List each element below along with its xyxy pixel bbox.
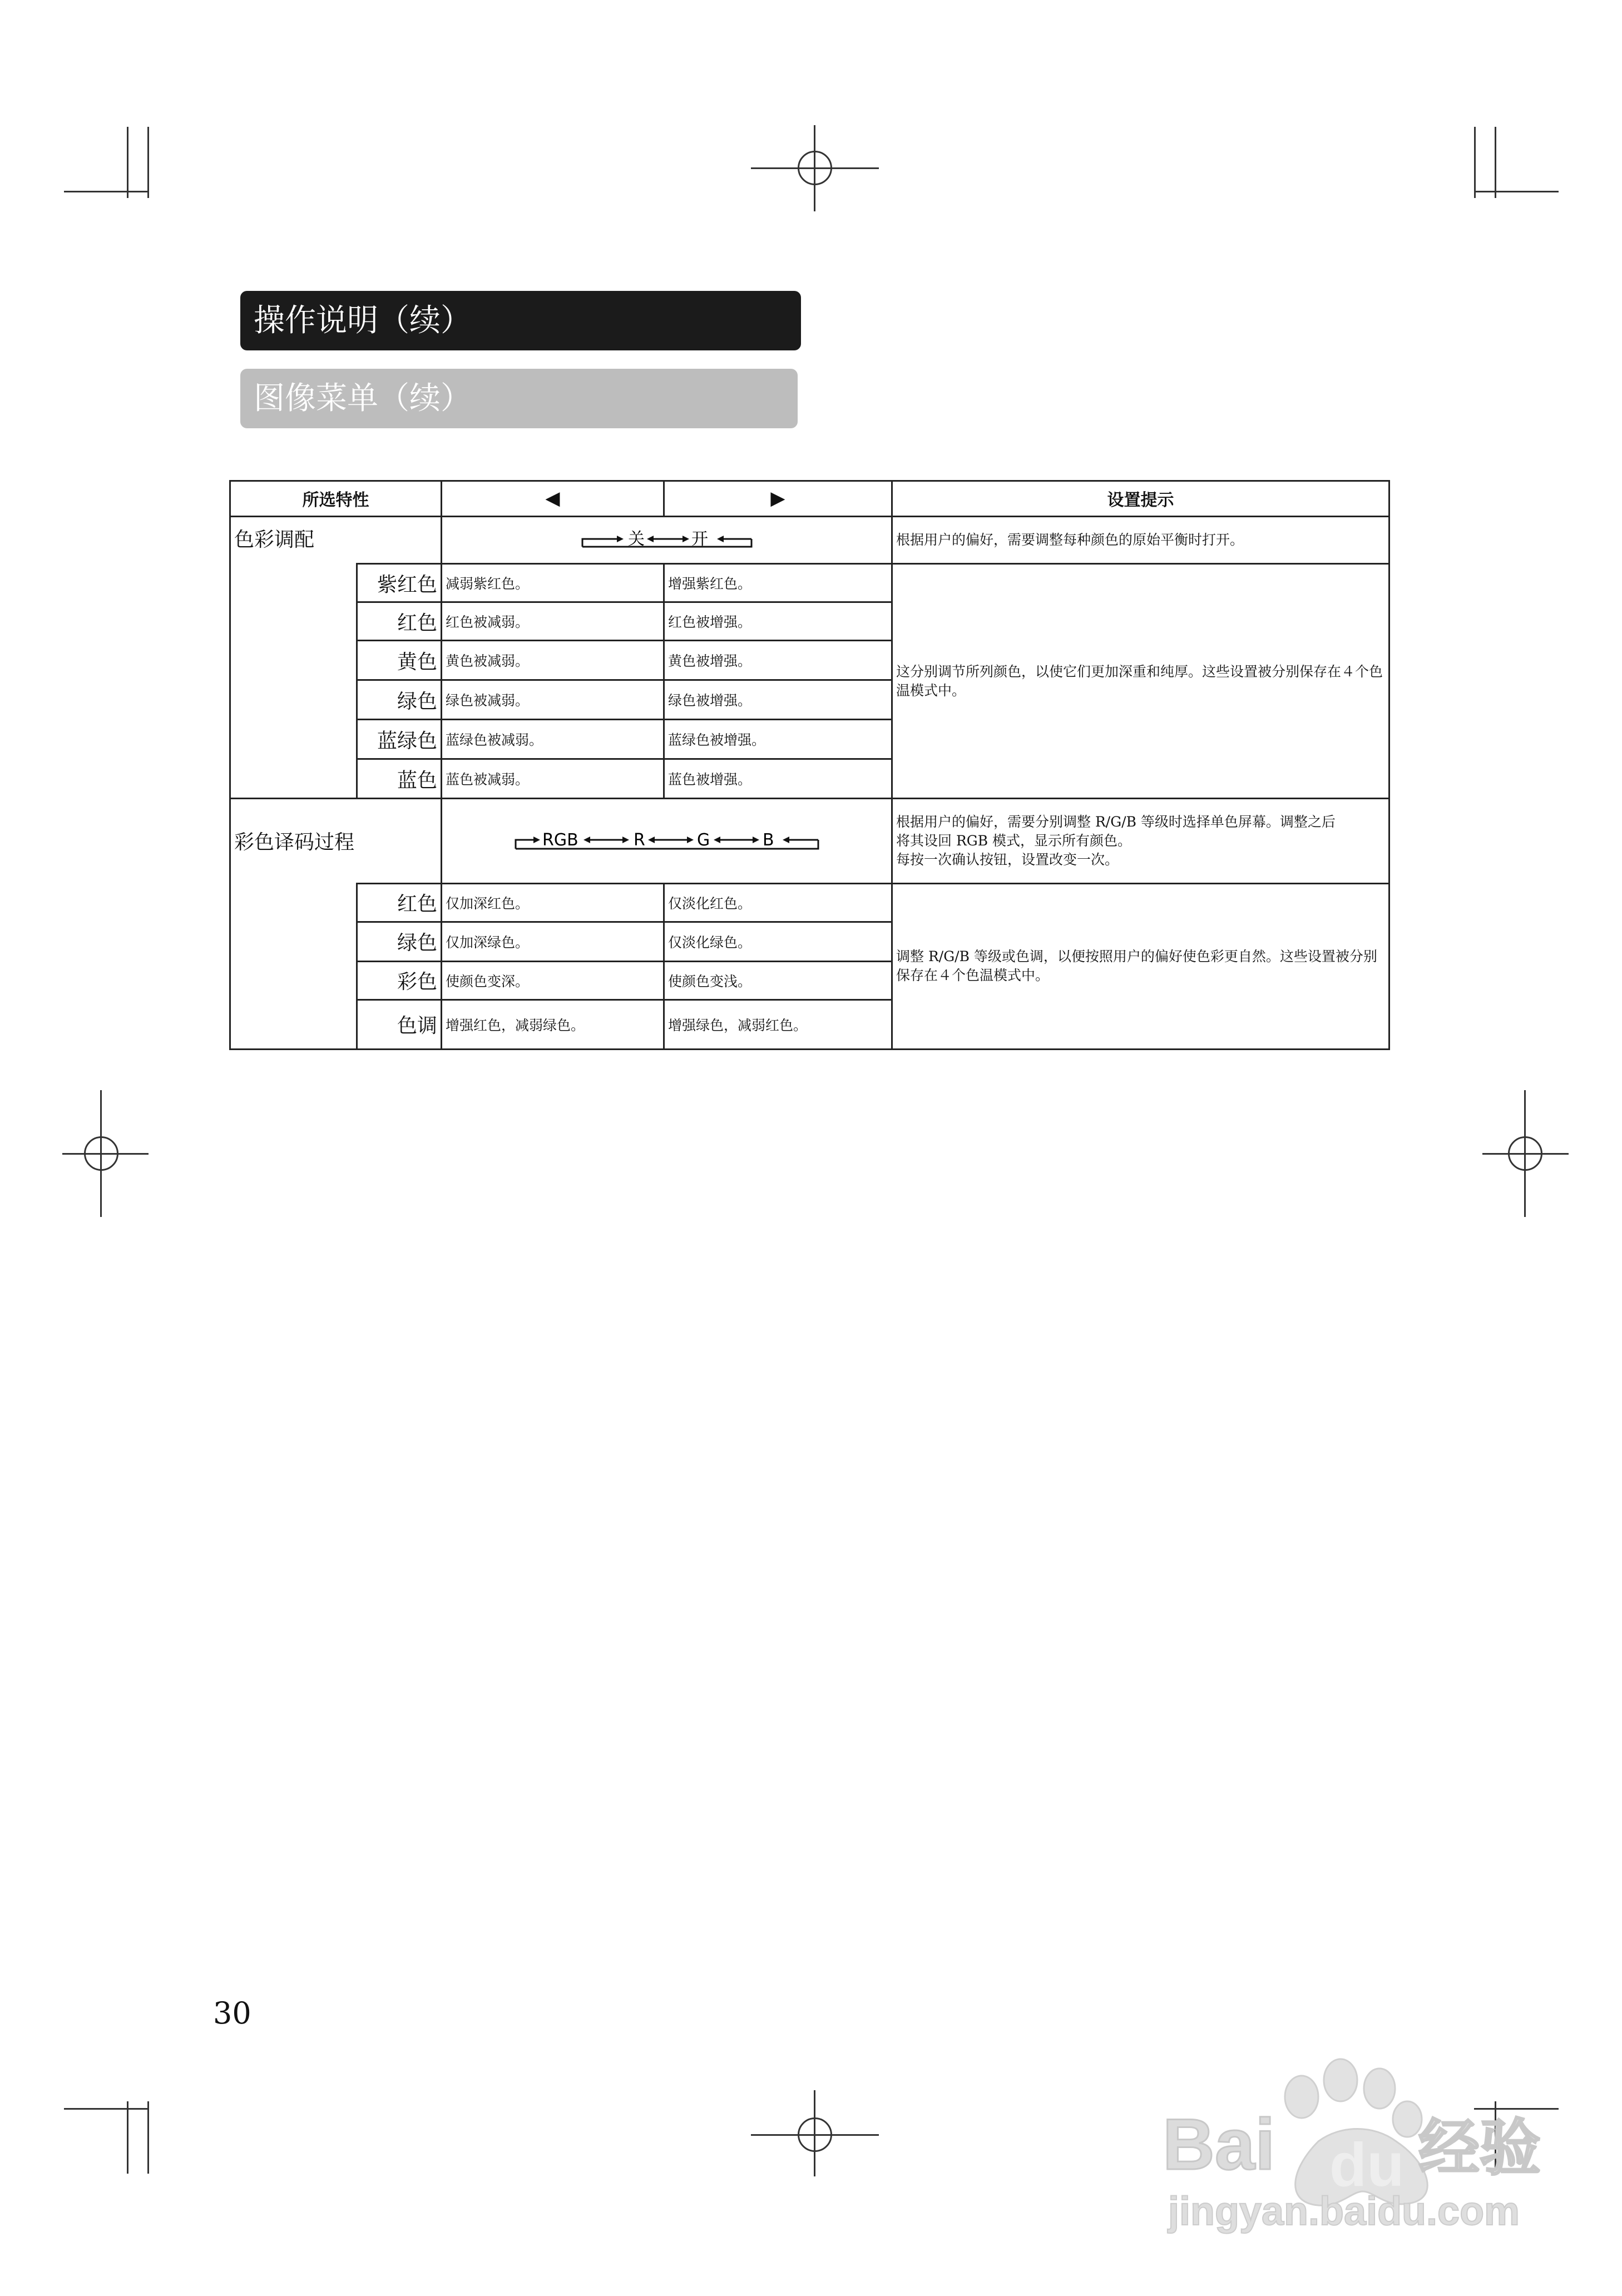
watermark-url: jingyan.baidu.com xyxy=(1168,2189,1520,2234)
sub-item-label: 色调 xyxy=(357,999,442,1049)
sub-item-label: 红色 xyxy=(357,883,442,922)
header-right-arrow xyxy=(664,481,892,517)
right-effect: 仅淡化红色。 xyxy=(664,883,892,922)
tip-color-adjust: 这分别调节所列颜色，以使它们更加深重和纯厚。这些设置被分别保存在４个色温模式中。 xyxy=(892,564,1389,799)
table-row xyxy=(230,799,1389,883)
sub-item-label: 绿色 xyxy=(357,680,442,720)
right-effect: 使颜色变浅。 xyxy=(664,961,892,999)
table-row xyxy=(230,516,1389,563)
on-off-cycle-diagram xyxy=(578,523,756,555)
crop-mark xyxy=(147,127,149,198)
sub-item-label: 绿色 xyxy=(357,922,442,961)
watermark-brand2: du xyxy=(1329,2131,1405,2199)
right-effect: 仅淡化绿色。 xyxy=(664,922,892,961)
crop-mark xyxy=(1495,127,1496,198)
crop-mark xyxy=(147,2101,149,2174)
tip-line: 每按一次确认按钮，设置改变一次。 xyxy=(896,851,1119,868)
sub-item-label: 蓝色 xyxy=(357,759,442,799)
arrow-head-icon xyxy=(783,837,789,843)
arrow-head-icon xyxy=(683,536,689,542)
tip-color-decoding xyxy=(892,799,1389,883)
on-off-sequence xyxy=(442,516,892,563)
table-row xyxy=(230,564,1389,602)
cycle-line xyxy=(582,539,617,547)
seq-rgb: RGB xyxy=(542,830,578,850)
section-title: 操作说明（续） xyxy=(240,291,801,350)
left-effect: 仅加深红色。 xyxy=(442,883,664,922)
left-effect: 使颜色变深。 xyxy=(442,961,664,999)
left-effect: 蓝绿色被减弱。 xyxy=(442,720,664,759)
header-tips: 设置提示 xyxy=(892,481,1389,517)
left-effect: 黄色被减弱。 xyxy=(442,641,664,680)
sub-item-label: 紫红色 xyxy=(357,564,442,602)
seq-r: R xyxy=(633,830,645,850)
picture-menu-table xyxy=(229,480,1390,1050)
feature-spacer xyxy=(230,883,357,1049)
watermark-brand: Bai xyxy=(1163,2104,1275,2185)
right-effect: 红色被增强。 xyxy=(664,602,892,641)
sub-item-label: 黄色 xyxy=(357,641,442,680)
arrow-head-icon xyxy=(687,837,694,843)
registration-circle xyxy=(798,2117,832,2152)
arrow-head-icon xyxy=(753,837,759,843)
crop-mark xyxy=(127,2101,128,2174)
cycle-return-line xyxy=(582,539,751,547)
sub-item-label: 红色 xyxy=(357,602,442,641)
right-effect: 增强绿色，减弱红色。 xyxy=(664,999,892,1049)
arrow-head-icon xyxy=(533,837,540,843)
crop-mark xyxy=(64,2108,149,2110)
right-effect: 蓝绿色被增强。 xyxy=(664,720,892,759)
arrow-head-icon xyxy=(714,837,720,843)
registration-circle xyxy=(84,1136,118,1171)
watermark-cn: 经验 xyxy=(1418,2112,1541,2184)
crop-mark xyxy=(64,191,149,192)
feature-color-decoding: 彩色译码过程 xyxy=(230,799,442,883)
rgb-cycle-diagram xyxy=(511,824,823,855)
table-header-row xyxy=(230,481,1389,517)
right-effect: 蓝色被增强。 xyxy=(664,759,892,799)
tip-line: 根据用户的偏好，需要分别调整 R/G/B 等级时选择单色屏幕。调整之后 xyxy=(896,813,1336,830)
tip-line: 将其设回 RGB 模式，显示所有颜色。 xyxy=(896,832,1132,849)
cycle-line xyxy=(516,840,533,849)
right-triangle-icon: ▶ xyxy=(770,487,785,510)
page-number: 30 xyxy=(213,1996,251,2031)
rgb-sequence xyxy=(442,799,892,883)
left-effect: 红色被减弱。 xyxy=(442,602,664,641)
left-effect: 增强红色，减弱绿色。 xyxy=(442,999,664,1049)
arrow-head-icon xyxy=(583,837,590,843)
sub-item-label: 蓝绿色 xyxy=(357,720,442,759)
arrow-head-icon xyxy=(648,837,655,843)
left-effect: 减弱紫红色。 xyxy=(442,564,664,602)
left-effect: 仅加深绿色。 xyxy=(442,922,664,961)
right-effect: 绿色被增强。 xyxy=(664,680,892,720)
crop-mark xyxy=(127,127,128,198)
feature-spacer xyxy=(230,564,357,799)
left-effect: 蓝色被减弱。 xyxy=(442,759,664,799)
arrow-head-icon xyxy=(622,837,629,843)
left-triangle-icon: ◀ xyxy=(545,487,560,510)
registration-circle xyxy=(1508,1136,1542,1171)
menu-title: 图像菜单（续） xyxy=(240,369,798,428)
right-effect: 增强紫红色。 xyxy=(664,564,892,602)
arrow-head-icon xyxy=(647,536,654,542)
arrow-head-icon xyxy=(717,536,724,542)
header-left-arrow xyxy=(442,481,664,517)
seq-b: B xyxy=(762,830,774,850)
crop-mark xyxy=(1474,191,1559,192)
right-effect: 黄色被增强。 xyxy=(664,641,892,680)
seq-g: G xyxy=(696,830,710,850)
table-row xyxy=(230,883,1389,922)
registration-circle xyxy=(798,151,832,185)
tip-color-balance: 根据用户的偏好，需要调整每种颜色的原始平衡时打开。 xyxy=(892,516,1389,563)
tip-rgb-adjust: 调整 R/G/B 等级或色调，以便按照用户的偏好使色彩更自然。这些设置被分别保存在４个色温模式中。 xyxy=(892,883,1389,1049)
feature-color-balance: 色彩调配 xyxy=(230,516,442,563)
left-effect: 绿色被减弱。 xyxy=(442,680,664,720)
sub-item-label: 彩色 xyxy=(357,961,442,999)
seq-off: 关 xyxy=(627,530,645,550)
crop-mark xyxy=(1474,127,1476,198)
baidu-jingyan-watermark xyxy=(1151,2058,1596,2269)
seq-on: 开 xyxy=(691,530,708,550)
header-feature: 所选特性 xyxy=(230,481,442,517)
arrow-head-icon xyxy=(617,536,624,542)
